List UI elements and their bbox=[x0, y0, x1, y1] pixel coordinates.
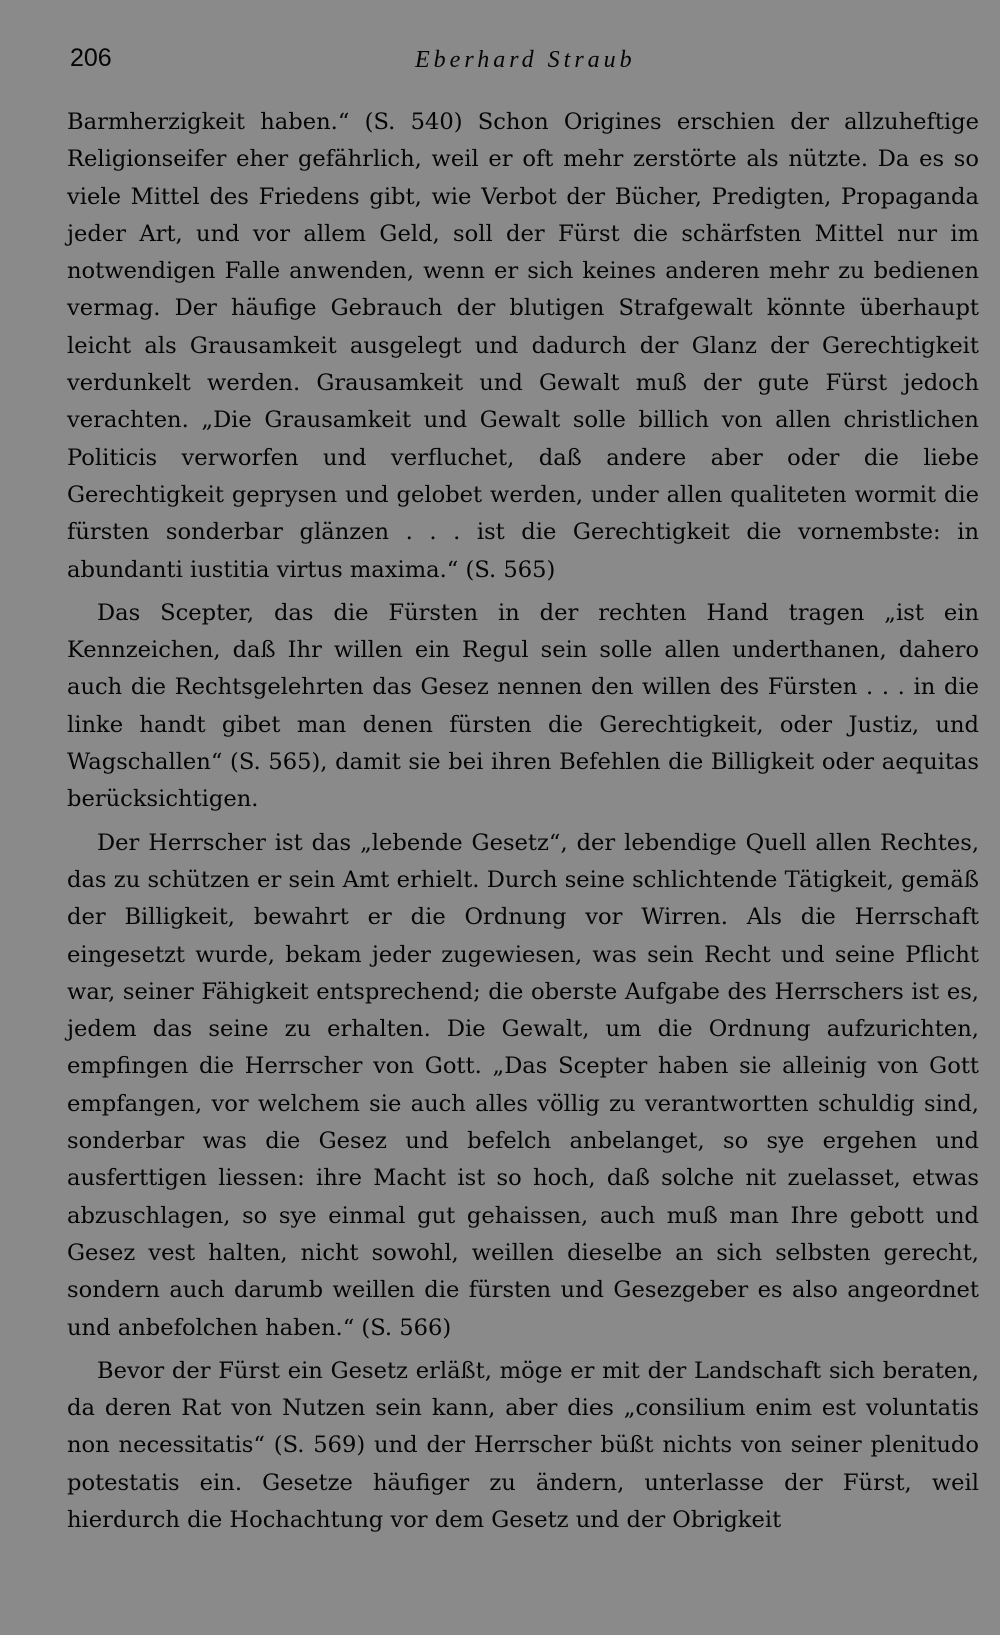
paragraph-1: Barmherzigkeit haben.“ (S. 540) Schon Origines erschien der allzuheftige Religionseifer eher gefährlich, weil er oft mehr zerstörte als nützte. Da es so viele Mittel des Friedens gibt, wie Verbot der Bücher, Predigten, Propaganda jeder Art, und vor allem Geld, soll der Fürst die schärfsten Mittel nur im notwendigen Falle anwenden, wenn er sich keines anderen mehr zu bedienen vermag. Der häufige Gebrauch der blutigen Strafgewalt könnte überhaupt leicht als Grausamkeit ausgelegt und dadurch der Glanz der Gerechtigkeit verdunkelt werden. Grausamkeit und Gewalt muß der gute Fürst jedoch verachten. „Die Grausamkeit und Gewalt solle billich von allen christlichen Politicis verworfen und verfluchet, daß andere aber oder die liebe Gerechtigkeit geprysen und gelobet werden, under allen qualiteten wormit die fürsten sonderbar glänzen . . . ist die Gerechtigkeit die vornembste: in abundanti iustitia virtus maxima.“ (S. 565) bbox=[67, 109, 979, 583]
paragraph-4: Bevor der Fürst ein Gesetz erläßt, möge er mit der Landschaft sich beraten, da deren Rat von Nutzen sein kann, aber dies „consilium enim est voluntatis non necessitatis“ (S. 569) und der Herrscher büßt nichts von seiner plenitudo potestatis ein. Gesetze häufiger zu ändern, unterlasse der Fürst, weil hierdurch die Hochachtung vor dem Gesetz und der Obrigkeit bbox=[67, 1357, 979, 1533]
body-text bbox=[67, 104, 979, 1539]
running-head-author: Eberhard Straub bbox=[415, 47, 636, 73]
running-head bbox=[70, 44, 980, 84]
paragraph-2: Das Scepter, das die Fürsten in der rechten Hand tragen „ist ein Kennzeichen, daß Ihr willen ein Regul sein solle allen underthanen, dahero auch die Rechtsgelehrten das Gesez nennen den willen des Fürsten . . . in die linke handt gibet man denen fürsten die Gerechtigkeit, oder Justiz, und Wagschallen“ (S. 565), damit sie bei ihren Befehlen die Billigkeit oder aequitas berücksichtigen. bbox=[67, 599, 979, 813]
page-number: 206 bbox=[70, 44, 112, 72]
paragraph-3: Der Herrscher ist das „lebende Gesetz“, der lebendige Quell allen Rechtes, das zu schützen er sein Amt erhielt. Durch seine schlichtende Tätigkeit, gemäß der Billigkeit, bewahrt er die Ordnung vor Wirren. Als die Herrschaft eingesetzt wurde, bekam jeder zugewiesen, was sein Recht und seine Pflicht war, seiner Fähigkeit entsprechend; die oberste Aufgabe des Herrschers ist es, jedem das seine zu erhalten. Die Gewalt, um die Ordnung aufzurichten, empfingen die Herrscher von Gott. „Das Scepter haben sie alleinig von Gott empfangen, vor welchem sie auch alles völlig zu verantwortten schuldig sind, sonderbar was die Gesez und befelch anbelanget, so sye ergehen und ausferttigen liessen: ihre Macht ist so hoch, daß solche nit zuelasset, etwas abzuschlagen, so sye einmal gut gehaissen, auch muß man Ihre gebott und Gesez vest halten, nicht sowohl, weillen dieselbe an sich selbsten gerecht, sondern auch darumb weillen die fürsten und Gesezgeber es also angeordnet und anbefolchen haben.“ (S. 566) bbox=[67, 829, 979, 1341]
